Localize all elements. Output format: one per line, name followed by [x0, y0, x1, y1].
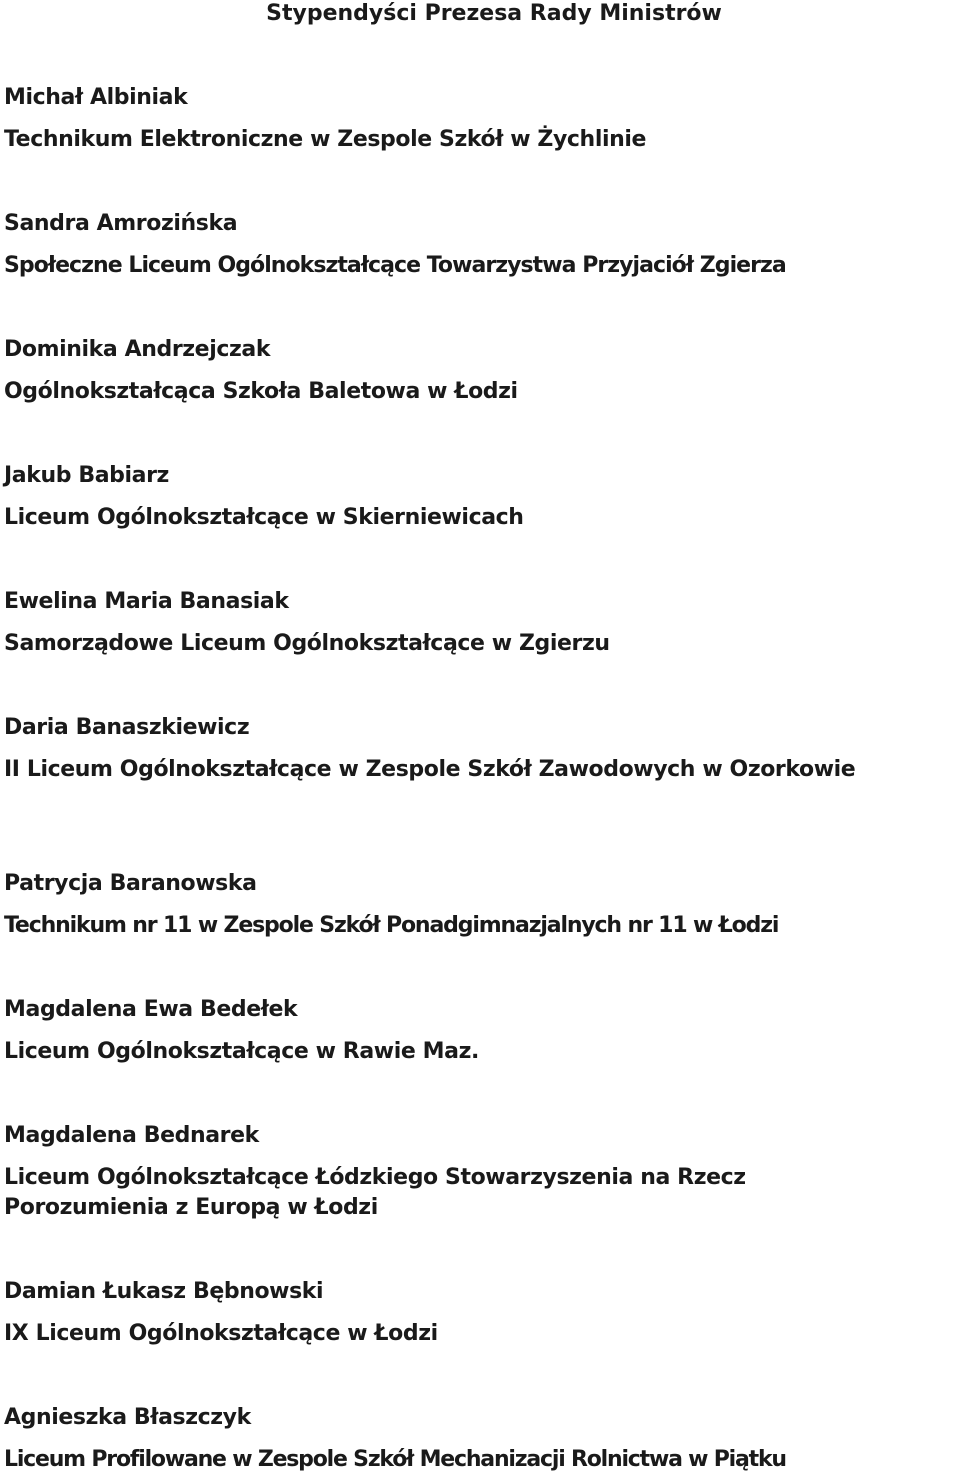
list-item	[4, 461, 956, 533]
scholar-name: Patrycja Baranowska	[4, 871, 257, 896]
scholar-name: Magdalena Bednarek	[4, 1123, 259, 1148]
scholar-name: Magdalena Ewa Bedełek	[4, 997, 298, 1022]
scholar-name: Jakub Babiarz	[4, 463, 169, 488]
scholar-name: Dominika Andrzejczak	[4, 337, 271, 362]
school-name: Liceum Ogólnokształcące w Skierniewicach	[4, 505, 524, 530]
list-item	[4, 83, 956, 155]
scholar-name: Daria Banaszkiewicz	[4, 715, 250, 740]
school-name: Liceum Ogólnokształcące w Rawie Maz.	[4, 1039, 479, 1064]
school-name: Liceum Profilowane w Zespole Szkół Mechanizacji Rolnictwa w Piątku	[4, 1447, 786, 1472]
list-item	[4, 1403, 956, 1475]
scholar-name: Sandra Amrozińska	[4, 211, 238, 236]
page-title: Stypendyści Prezesa Rady Ministrów	[266, 1, 722, 26]
scholar-name: Agnieszka Błaszczyk	[4, 1405, 251, 1430]
list-item	[4, 209, 956, 281]
scholar-name: Ewelina Maria Banasiak	[4, 589, 289, 614]
school-name: Samorządowe Liceum Ogólnokształcące w Zgierzu	[4, 631, 610, 656]
list-item	[4, 713, 956, 785]
school-name: IX Liceum Ogólnokształcące w Łodzi	[4, 1321, 438, 1346]
scholar-name: Damian Łukasz Bębnowski	[4, 1279, 324, 1304]
school-name: II Liceum Ogólnokształcące w Zespole Szkół Zawodowych w Ozorkowie	[4, 757, 856, 782]
school-name: Technikum nr 11 w Zespole Szkół Ponadgimnazjalnych nr 11 w Łodzi	[4, 913, 779, 938]
list-item	[4, 869, 956, 941]
scholar-name: Michał Albiniak	[4, 85, 188, 110]
school-name: Liceum Ogólnokształcące Łódzkiego Stowarzyszenia na Rzecz Porozumienia z Europą w Łodzi	[4, 1165, 746, 1220]
list-item	[4, 1277, 956, 1349]
list-item	[4, 1121, 956, 1223]
list-item	[4, 995, 956, 1067]
school-name: Społeczne Liceum Ogólnokształcące Towarzystwa Przyjaciół Zgierza	[4, 253, 786, 278]
list-item	[4, 587, 956, 659]
list-item	[4, 335, 956, 407]
school-name: Ogólnokształcąca Szkoła Baletowa w Łodzi	[4, 379, 518, 404]
school-name: Technikum Elektroniczne w Zespole Szkół w Żychlinie	[4, 127, 647, 152]
